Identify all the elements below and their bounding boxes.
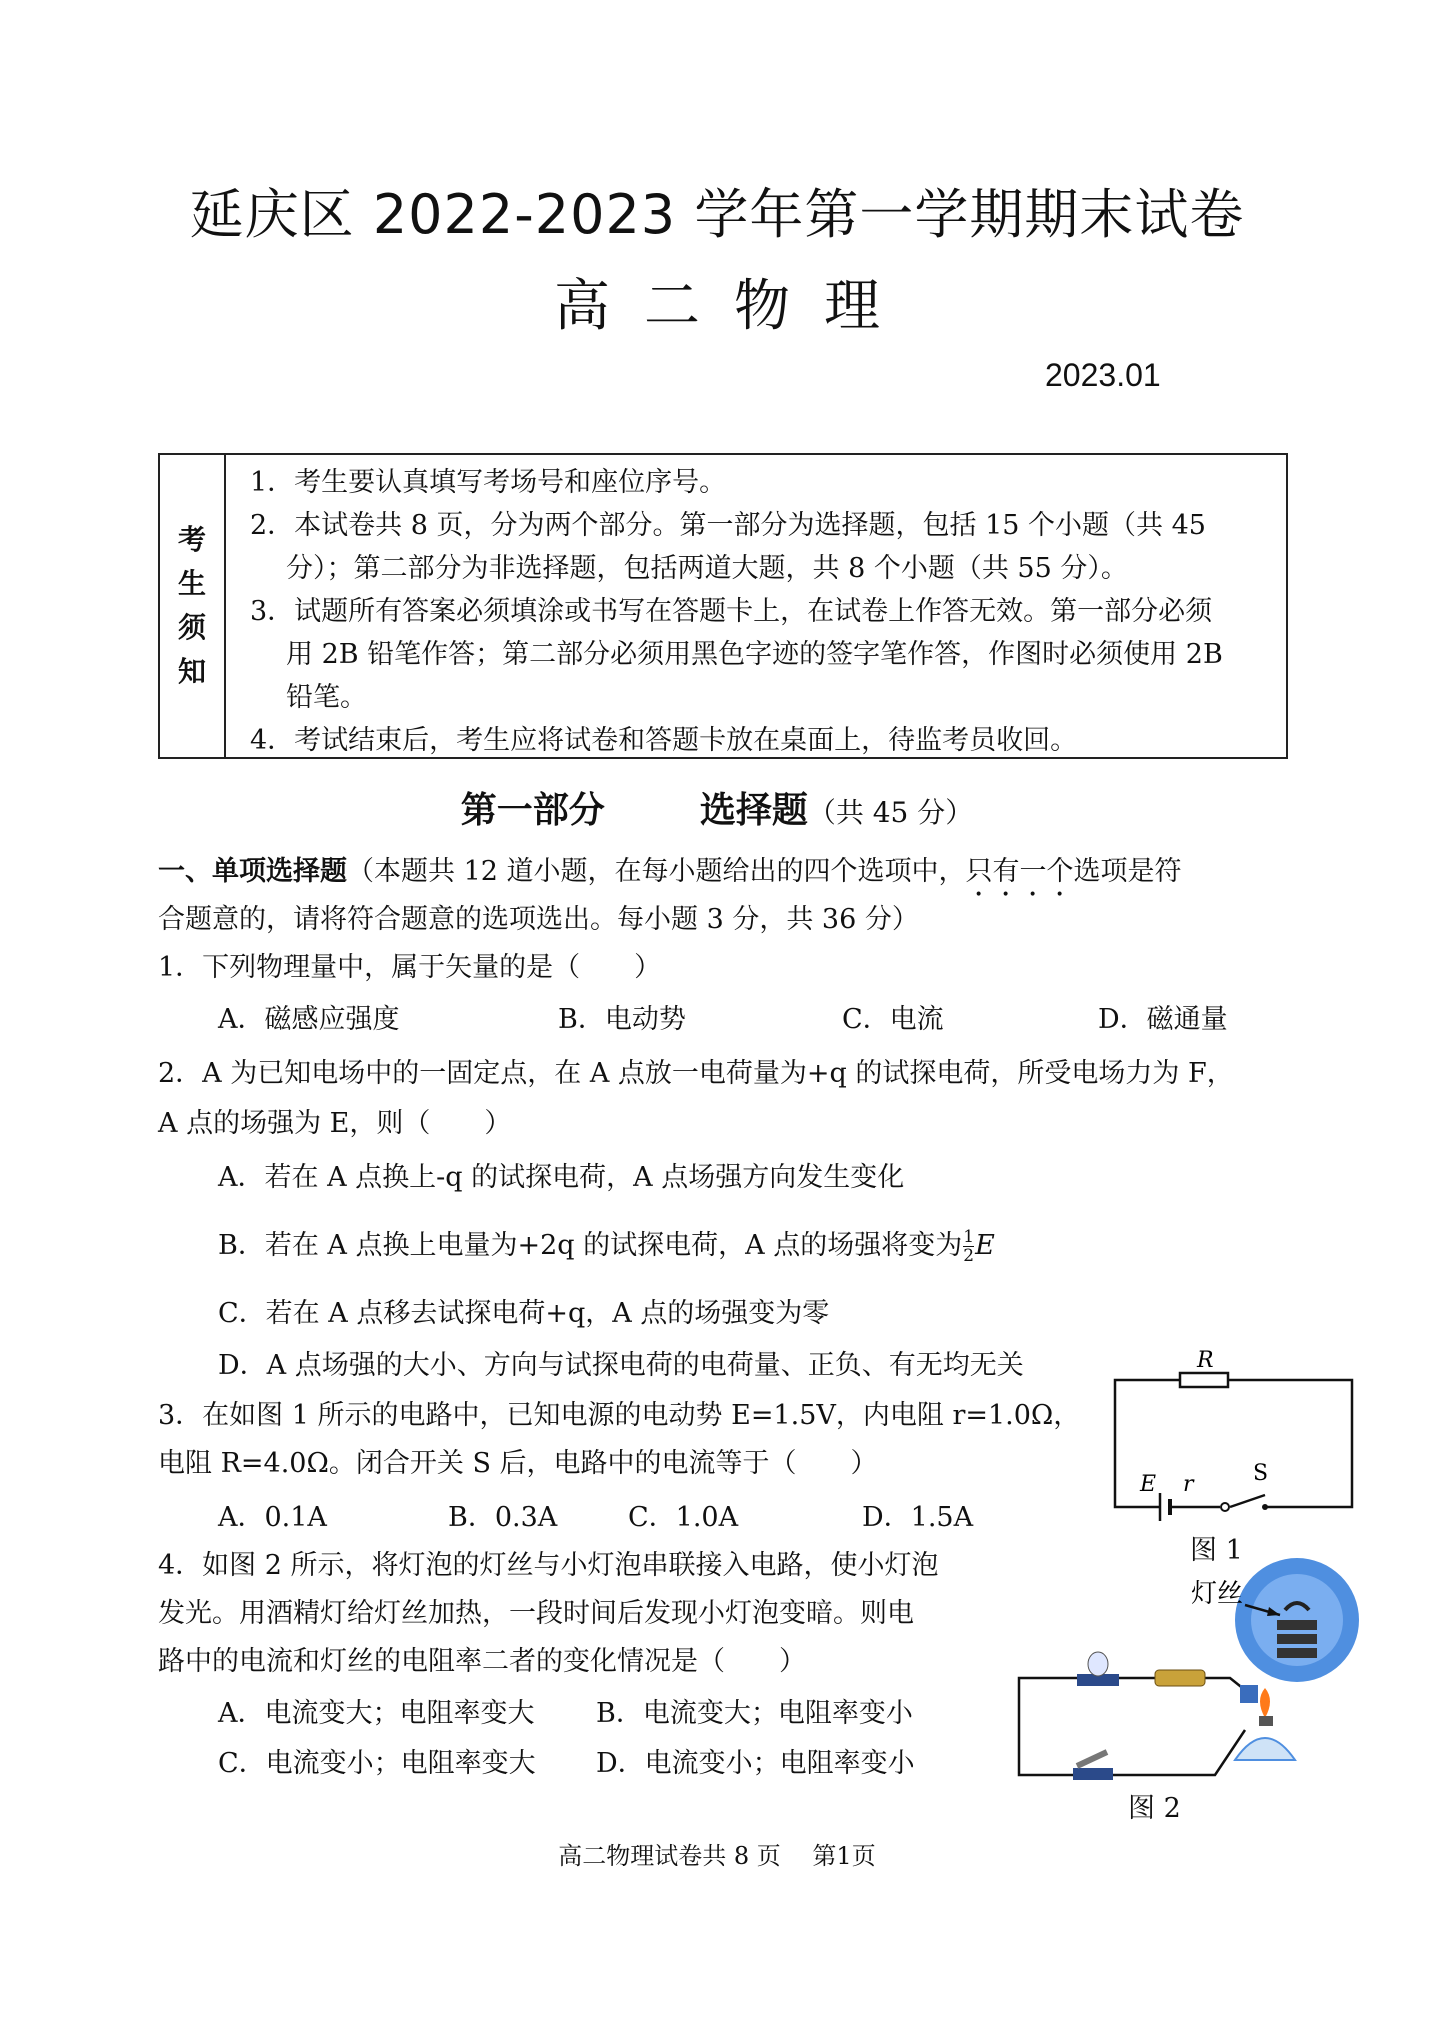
notice-label [160, 455, 226, 757]
bulb-socket [1277, 1620, 1317, 1658]
notice-item: 1．考生要认真填写考场号和座位序号。 [250, 467, 727, 498]
notice-item: 3．试题所有答案必须填涂或书写在答题卡上，在试卷上作答无效。第一部分必须 [250, 596, 1213, 627]
part-title [0, 782, 1434, 833]
notice-label-char: 生 [177, 567, 206, 600]
circuit-wire-right [1225, 1380, 1352, 1507]
notice-item: 2．本试卷共 8 页，分为两个部分。第一部分为选择题，包括 15 个小题（共 45 [250, 510, 1206, 541]
page-footer: 高二物理试卷共 8 页 第1页 [558, 1842, 876, 1870]
notice-item: 铅笔。 [286, 682, 367, 713]
switch-terminal [1262, 1504, 1268, 1510]
question-1-option-d: D．磁通量 [1098, 1004, 1228, 1035]
question-4-option-c: C．电流变小；电阻率变大 [218, 1748, 536, 1779]
fraction-denominator: 2 [963, 1246, 975, 1266]
part-label: 第一部分 [460, 789, 605, 831]
question-3-option-d: D．1.5A [862, 1502, 974, 1533]
question-2-option-b-text: B．若在 A 点换上电量为+2q 的试探电荷，A 点的场强将变为 [218, 1230, 963, 1261]
figure-2-caption: 图 2 [1128, 1793, 1181, 1824]
question-1-option-a: A．磁感应强度 [218, 1004, 400, 1035]
question-2-option-a: A．若在 A 点换上-q 的试探电荷，A 点场强方向发生变化 [218, 1162, 905, 1193]
label-E: E [1140, 1472, 1157, 1497]
figure-1-caption: 图 1 [1190, 1535, 1243, 1566]
question-3-option-a: A．0.1A [218, 1502, 327, 1533]
notice-label-char: 考 [177, 523, 206, 556]
label-R: R [1197, 1348, 1214, 1373]
label-S: S [1253, 1461, 1269, 1486]
question-3-stem-line2: 电阻 R=4.0Ω。闭合开关 S 后，电路中的电流等于（ ） [158, 1448, 878, 1479]
question-2-stem-line1: 2．A 为已知电场中的一固定点，在 A 点放一电荷量为+q 的试探电荷，所受电场力为 F， [158, 1058, 1234, 1089]
notice-item: 用 2B 铅笔作答；第二部分必须用黑色字迹的签字笔作答，作图时必须使用 2B [286, 639, 1223, 670]
notice-item: 4．考试结束后，考生应将试卷和答题卡放在桌面上，待监考员收回。 [250, 725, 1078, 756]
notice-items [250, 461, 1278, 762]
notice-label-char: 知 [177, 655, 206, 688]
question-4-stem-line2: 发光。用酒精灯给灯丝加热，一段时间后发现小灯泡变暗。则电 [158, 1598, 914, 1629]
question-4-option-d: D．电流变小；电阻率变小 [596, 1748, 915, 1779]
question-4-stem-line1: 4．如图 2 所示，将灯泡的灯丝与小灯泡串联接入电路，使小灯泡 [158, 1550, 939, 1581]
question-1-option-b: B．电动势 [558, 1004, 686, 1035]
part-score: （共 45 分） [807, 796, 974, 829]
question-3-stem-line1: 3．在如图 1 所示的电路中，已知电源的电动势 E=1.5V，内电阻 r=1.0Ω， [158, 1400, 1081, 1431]
question-2-option-c: C．若在 A 点移去试探电荷+q，A 点的场强变为零 [218, 1298, 830, 1329]
question-4-option-b: B．电流变大；电阻率变小 [596, 1698, 913, 1729]
question-2-option-b-tail: E [975, 1230, 995, 1261]
figure-1-circuit [1105, 1345, 1365, 1545]
label-r: r [1183, 1472, 1194, 1497]
question-2-option-b [218, 1222, 995, 1270]
switch-lever [1230, 1495, 1265, 1507]
section-intro-text-end: 选项是符 [1073, 856, 1182, 887]
question-4-option-a: A．电流变大；电阻率变大 [218, 1698, 535, 1729]
notice-item: 分）；第二部分为非选择题，包括两道大题，共 8 个小题（共 55 分）。 [286, 553, 1128, 584]
question-2-stem-line2: A 点的场强为 E，则（ ） [158, 1108, 512, 1139]
fraction-half [963, 1228, 974, 1265]
question-1-option-c: C．电流 [842, 1004, 944, 1035]
label-filament: 灯丝 [1191, 1579, 1244, 1609]
battery-cell [1155, 1670, 1205, 1686]
resistor-symbol [1180, 1373, 1228, 1387]
question-4-stem-line3: 路中的电流和灯丝的电阻率二者的变化情况是（ ） [158, 1646, 806, 1677]
switch-contact [1221, 1503, 1229, 1511]
section-intro-line2: 合题意的，请将符合题意的选项选出。每小题 3 分，共 36 分） [158, 904, 919, 935]
section-intro [158, 848, 1298, 903]
question-1-stem: 1．下列物理量中，属于矢量的是（ ） [158, 952, 662, 983]
question-2-option-d: D．A 点场强的大小、方向与试探电荷的电荷量、正负、有无均无关 [218, 1350, 1024, 1381]
part-name: 选择题 [699, 789, 808, 831]
section-intro-emphasis: 只有一个 [965, 856, 1074, 887]
knife-switch [1073, 1752, 1113, 1780]
figure-2-apparatus [1015, 1550, 1360, 1780]
small-bulb-holder [1077, 1652, 1119, 1686]
section-intro-text: （本题共 12 道小题，在每小题给出的四个选项中， [347, 856, 966, 887]
question-3-option-b: B．0.3A [448, 1502, 558, 1533]
notice-box [158, 453, 1288, 759]
section-heading: 一、单项选择题 [158, 856, 347, 887]
exam-date: 2023.01 [1045, 357, 1161, 393]
circuit-wires [1019, 1678, 1245, 1775]
exam-title: 延庆区 2022-2023 学年第一学期期末试卷 [189, 183, 1245, 246]
notice-label-char: 须 [177, 611, 206, 644]
question-3-option-c: C．1.0A [628, 1502, 739, 1533]
exam-subtitle: 高二物理 [554, 274, 914, 339]
filament-clamp [1240, 1685, 1258, 1703]
fraction-numerator: 1 [963, 1227, 975, 1247]
